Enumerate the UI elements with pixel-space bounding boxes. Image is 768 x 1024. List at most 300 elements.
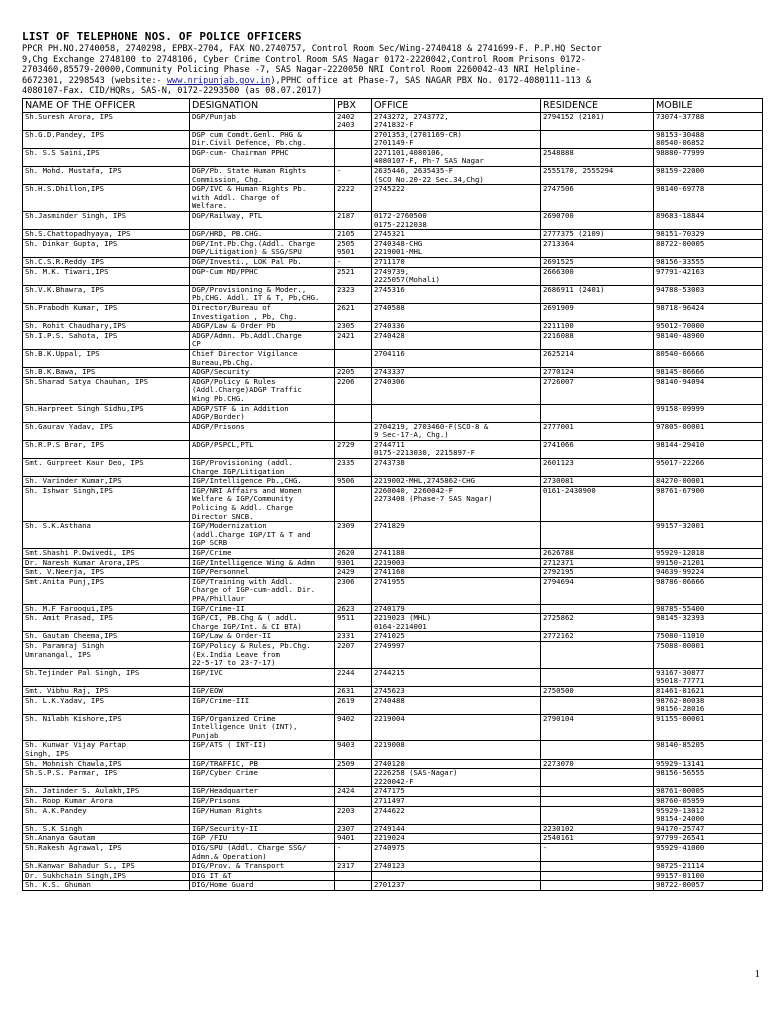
office-phone-line: 2749144 bbox=[374, 824, 405, 833]
designation-cell bbox=[190, 714, 335, 741]
designation-line: IGP/Crime-III bbox=[192, 696, 250, 705]
officer-name-line: Sh.Jasminder Singh, IPS bbox=[25, 212, 127, 221]
office-phone-line: 2740348-CHG bbox=[374, 239, 423, 248]
designation-cell bbox=[190, 368, 335, 378]
mobile-phone-line: 99150-21201 bbox=[656, 558, 705, 567]
office-phone-cell bbox=[372, 696, 541, 714]
mobile-phone-line: 97805-00001 bbox=[656, 422, 705, 431]
office-phone-line: 2740975 bbox=[374, 844, 405, 852]
pbx-cell bbox=[335, 558, 372, 568]
table-row bbox=[23, 769, 763, 787]
designation-line: ADGP/Border) bbox=[192, 413, 245, 422]
designation-cell bbox=[190, 558, 335, 568]
office-phone-cell bbox=[372, 614, 541, 632]
designation-line: IGP/Modernization bbox=[192, 522, 267, 531]
officer-name-line: Sh.Gaurav Yadav, IPS bbox=[25, 422, 113, 431]
officer-name-line: Sh.Sharad Satya Chauhan, IPS bbox=[25, 377, 149, 386]
residence-phone-line: 2686911 (2401) bbox=[543, 285, 605, 294]
mobile-phone-cell bbox=[654, 686, 763, 696]
designation-cell bbox=[190, 112, 335, 130]
pbx-cell bbox=[335, 239, 372, 257]
mobile-phone-cell bbox=[654, 112, 763, 130]
pbx-cell bbox=[335, 440, 372, 458]
designation-line: Charge IGP/Litigation bbox=[192, 467, 285, 476]
residence-phone-cell bbox=[541, 759, 654, 769]
office-phone-line: 2745316 bbox=[374, 285, 405, 294]
website-link[interactable]: www.nripunjab.gov.in bbox=[166, 75, 271, 86]
table-row bbox=[23, 696, 763, 714]
mobile-phone-line: 97799-26541 bbox=[656, 834, 705, 843]
designation-line: IGP/EOW bbox=[192, 686, 223, 695]
officer-name-line: Sh. Ishwar Singh,IPS bbox=[25, 486, 113, 495]
mobile-phone-line: 98153-30488 bbox=[656, 130, 705, 139]
designation-line: DGP/Provisioning & Moder., bbox=[192, 285, 307, 294]
officer-name-line: Sh.B.K.Bawa, IPS bbox=[25, 368, 96, 377]
mobile-phone-line: 98760-05959 bbox=[656, 797, 705, 806]
office-phone-cell bbox=[372, 486, 541, 521]
table-row bbox=[23, 404, 763, 422]
officer-name-line: Sh. Mohd. Mustafa, IPS bbox=[25, 167, 122, 176]
mobile-phone-cell bbox=[654, 331, 763, 349]
designation-line: Punjab bbox=[192, 731, 219, 740]
header-line-1: PPCR PH.NO.2740058, 2740298, EPBX-2704, FAX NO.2740757, Control Room Sec/Wing-2740418 & 2741699-F. P.P.HQ Sector bbox=[22, 44, 602, 54]
office-phone-line: 2745321 bbox=[374, 230, 405, 239]
office-phone-cell bbox=[372, 440, 541, 458]
mobile-phone-cell bbox=[654, 714, 763, 741]
office-phone-line: 2740588 bbox=[374, 303, 405, 312]
designation-line: DGP-Cum MD/PPHC bbox=[192, 267, 258, 276]
residence-phone-line: 2794694 bbox=[543, 577, 574, 586]
mobile-phone-cell bbox=[654, 285, 763, 303]
officer-name-cell bbox=[23, 522, 190, 549]
mobile-phone-line: 81461-01621 bbox=[656, 686, 705, 695]
table-row bbox=[23, 331, 763, 349]
residence-phone-line: 2777375 (2109) bbox=[543, 230, 605, 239]
residence-phone-line: 2712371 bbox=[543, 558, 574, 567]
designation-cell bbox=[190, 787, 335, 797]
designation-line: DIG/Home Guard bbox=[192, 881, 254, 890]
officer-name-cell bbox=[23, 641, 190, 668]
officer-name-line: Sh.C.S.R.Reddy IPS bbox=[25, 258, 105, 266]
pbx-cell bbox=[335, 112, 372, 130]
header-line-2: 9,Chg Exchange 2748100 to 2748106, Cyber Crime Control Room SAS Nagar 0172-2220042,Control Room Prisons 0172- bbox=[22, 54, 586, 65]
office-phone-line: 2260040, 2260042-F bbox=[374, 486, 454, 495]
officer-name-line: Sh. Dinkar Gupta, IPS bbox=[25, 239, 118, 248]
residence-phone-cell bbox=[541, 769, 654, 787]
mobile-phone-cell bbox=[654, 824, 763, 834]
office-phone-cell bbox=[372, 349, 541, 367]
designation-line: DIG/Prov. & Transport bbox=[192, 862, 285, 871]
mobile-phone-cell bbox=[654, 862, 763, 872]
residence-phone-line: 2726007 bbox=[543, 377, 574, 386]
pbx-cell bbox=[335, 862, 372, 872]
residence-phone-line: 2211100 bbox=[543, 322, 574, 331]
table-row bbox=[23, 239, 763, 257]
office-phone-cell bbox=[372, 303, 541, 321]
designation-line: IGP/TRAFFIC, PB bbox=[192, 759, 258, 768]
pbx-cell bbox=[335, 404, 372, 422]
officer-name-cell bbox=[23, 322, 190, 332]
table-row bbox=[23, 797, 763, 807]
column-header-office: OFFICE bbox=[372, 98, 541, 112]
mobile-phone-cell bbox=[654, 769, 763, 787]
designation-cell bbox=[190, 641, 335, 668]
officer-name-cell bbox=[23, 604, 190, 614]
designation-line: CP bbox=[192, 340, 201, 349]
designation-cell bbox=[190, 477, 335, 487]
designation-cell bbox=[190, 331, 335, 349]
mobile-phone-cell bbox=[654, 377, 763, 404]
mobile-phone-line: 80540-06852 bbox=[656, 139, 705, 148]
office-phone-line: 2749739, bbox=[374, 267, 410, 276]
officer-name-cell bbox=[23, 686, 190, 696]
officer-name-cell bbox=[23, 806, 190, 824]
office-phone-line: 2704219, 2703460-F(SCO-8 & bbox=[374, 422, 489, 431]
officer-name-line: Sh. M.F Farooqui,IPS bbox=[25, 604, 113, 613]
office-phone-line: 2740306 bbox=[374, 377, 405, 386]
office-phone-cell bbox=[372, 769, 541, 787]
mobile-phone-line: 98144-29410 bbox=[656, 440, 705, 449]
officer-name-cell bbox=[23, 148, 190, 166]
office-phone-line: 2219002-MHL,2745862-CHG bbox=[374, 477, 476, 486]
designation-line: ADGP/Prisons bbox=[192, 422, 245, 431]
officer-name-line: Sh.I.P.S. Sahota, IPS bbox=[25, 331, 118, 340]
residence-phone-cell bbox=[541, 230, 654, 240]
office-phone-cell bbox=[372, 112, 541, 130]
mobile-phone-cell bbox=[654, 806, 763, 824]
pbx-cell bbox=[335, 759, 372, 769]
mobile-phone-line: 95929-13141 bbox=[656, 759, 705, 768]
mobile-phone-line: 97791-42163 bbox=[656, 267, 705, 276]
designation-cell bbox=[190, 759, 335, 769]
pbx-line: 2620 bbox=[337, 549, 355, 557]
office-phone-line: 2743337 bbox=[374, 368, 405, 377]
office-phone-cell bbox=[372, 568, 541, 578]
office-phone-cell bbox=[372, 824, 541, 834]
mobile-phone-cell bbox=[654, 477, 763, 487]
designation-line: IGP/Crime bbox=[192, 549, 232, 557]
mobile-phone-line: 98156-33555 bbox=[656, 258, 705, 266]
designation-line: Charge of IGP-cum-addl. Dir. bbox=[192, 586, 316, 595]
mobile-phone-cell bbox=[654, 641, 763, 668]
pbx-line: 2307 bbox=[337, 824, 355, 833]
mobile-phone-line: 80540-66666 bbox=[656, 349, 705, 358]
office-phone-cell bbox=[372, 322, 541, 332]
designation-line: IGP/Cyber Crime bbox=[192, 769, 258, 778]
designation-cell bbox=[190, 459, 335, 477]
officer-name-cell bbox=[23, 769, 190, 787]
pbx-line: 2505 bbox=[337, 239, 355, 248]
designation-line: ADGP/Admn. Pb.Addl.Charge bbox=[192, 331, 302, 340]
pbx-line: 2205 bbox=[337, 368, 355, 377]
residence-phone-line: 2691525 bbox=[543, 258, 574, 266]
designation-cell bbox=[190, 167, 335, 185]
residence-phone-cell bbox=[541, 641, 654, 668]
designation-cell bbox=[190, 239, 335, 257]
designation-cell bbox=[190, 834, 335, 844]
mobile-phone-cell bbox=[654, 459, 763, 477]
residence-phone-line: 2626788 bbox=[543, 549, 574, 557]
office-phone-cell bbox=[372, 285, 541, 303]
pbx-line: 2619 bbox=[337, 696, 355, 705]
pbx-line: 2403 bbox=[337, 121, 355, 130]
pbx-cell bbox=[335, 741, 372, 759]
pbx-line: 9501 bbox=[337, 248, 355, 257]
office-phone-cell bbox=[372, 759, 541, 769]
office-phone-line: 2741832-F bbox=[374, 121, 414, 130]
officer-name-cell bbox=[23, 230, 190, 240]
office-phone-line: 2635446, 2635435-F bbox=[374, 167, 454, 176]
mobile-phone-cell bbox=[654, 303, 763, 321]
contact-header bbox=[22, 44, 762, 97]
officer-name-cell bbox=[23, 212, 190, 230]
designation-line: (addl.Charge IGP/IT & T and bbox=[192, 530, 311, 539]
officer-name-cell bbox=[23, 862, 190, 872]
column-header-residence: RESIDENCE bbox=[541, 98, 654, 112]
designation-cell bbox=[190, 871, 335, 881]
residence-phone-cell bbox=[541, 112, 654, 130]
designation-line: DGP-cum- Chairman PPHC bbox=[192, 148, 289, 157]
office-phone-line: 2747175 bbox=[374, 787, 405, 796]
officer-name-line: Smt.Anita Punj,IPS bbox=[25, 577, 105, 586]
residence-phone-line: - bbox=[543, 844, 548, 852]
residence-phone-cell bbox=[541, 212, 654, 230]
designation-cell bbox=[190, 185, 335, 212]
officer-name-line: Sh. S.S Saini,IPS bbox=[25, 148, 100, 157]
office-phone-line: 0172-2760500 bbox=[374, 212, 427, 221]
designation-line: IGP/Prisons bbox=[192, 797, 241, 806]
office-phone-cell bbox=[372, 522, 541, 549]
office-phone-line: 0164-2214001 bbox=[374, 622, 427, 631]
designation-cell bbox=[190, 806, 335, 824]
page-number: 1 bbox=[754, 968, 760, 980]
designation-line: Welfare. bbox=[192, 202, 228, 211]
mobile-phone-cell bbox=[654, 212, 763, 230]
pbx-line: 2623 bbox=[337, 604, 355, 613]
residence-phone-cell bbox=[541, 696, 654, 714]
pbx-line: 2429 bbox=[337, 568, 355, 577]
mobile-phone-cell bbox=[654, 549, 763, 559]
pbx-line: - bbox=[337, 844, 342, 852]
office-phone-line: 2744622 bbox=[374, 806, 405, 815]
header-line-4 bbox=[22, 76, 762, 87]
designation-cell bbox=[190, 440, 335, 458]
officer-name-line: Sh.S.P.S. Parmar, IPS bbox=[25, 769, 118, 778]
residence-phone-line: 2772162 bbox=[543, 632, 574, 641]
mobile-phone-cell bbox=[654, 440, 763, 458]
pbx-line: 2306 bbox=[337, 577, 355, 586]
pbx-cell bbox=[335, 806, 372, 824]
officer-name-cell bbox=[23, 632, 190, 642]
table-row bbox=[23, 881, 763, 891]
office-phone-line: 2219024 bbox=[374, 834, 405, 843]
officer-name-cell bbox=[23, 834, 190, 844]
designation-cell bbox=[190, 797, 335, 807]
officer-name-cell bbox=[23, 568, 190, 578]
mobile-phone-cell bbox=[654, 486, 763, 521]
pbx-cell bbox=[335, 212, 372, 230]
office-phone-cell bbox=[372, 130, 541, 148]
designation-line: ADGP/Security bbox=[192, 368, 250, 377]
officer-name-cell bbox=[23, 459, 190, 477]
designation-line: DGP/Punjab bbox=[192, 112, 236, 121]
pbx-cell bbox=[335, 549, 372, 559]
office-phone-cell bbox=[372, 368, 541, 378]
table-row bbox=[23, 862, 763, 872]
table-row bbox=[23, 422, 763, 440]
mobile-phone-cell bbox=[654, 148, 763, 166]
residence-phone-cell bbox=[541, 797, 654, 807]
designation-cell bbox=[190, 632, 335, 642]
table-row bbox=[23, 824, 763, 834]
officer-name-line: Sh.Tejinder Pal Singh, IPS bbox=[25, 668, 140, 677]
office-phone-cell bbox=[372, 604, 541, 614]
designation-cell bbox=[190, 404, 335, 422]
office-phone-line: 0175-2212038 bbox=[374, 220, 427, 229]
residence-phone-line: 2691909 bbox=[543, 303, 574, 312]
pbx-line: 2206 bbox=[337, 377, 355, 386]
residence-phone-cell bbox=[541, 148, 654, 166]
pbx-line: 2305 bbox=[337, 322, 355, 331]
pbx-cell bbox=[335, 522, 372, 549]
officer-name-line: Dr. Naresh Kumar Arora,IPS bbox=[25, 558, 140, 567]
office-phone-line: 2219001-MHL bbox=[374, 248, 423, 257]
mobile-phone-cell bbox=[654, 741, 763, 759]
designation-line: IGP/Crime-II bbox=[192, 604, 245, 613]
mobile-phone-cell bbox=[654, 797, 763, 807]
designation-cell bbox=[190, 844, 335, 862]
pbx-cell bbox=[335, 167, 372, 185]
office-phone-line: 2740120 bbox=[374, 759, 405, 768]
residence-phone-cell bbox=[541, 239, 654, 257]
officer-name-line: Sh. Gautam Cheema,IPS bbox=[25, 632, 118, 641]
designation-line: Welfare & IGP/Community bbox=[192, 495, 294, 504]
table-row bbox=[23, 440, 763, 458]
mobile-phone-line: 98718-96424 bbox=[656, 303, 705, 312]
pbx-line: 2207 bbox=[337, 641, 355, 650]
pbx-line: 2244 bbox=[337, 668, 355, 677]
officer-name-cell bbox=[23, 486, 190, 521]
residence-phone-line: 2273070 bbox=[543, 759, 574, 768]
designation-line: Director SNCB. bbox=[192, 512, 254, 521]
mobile-phone-cell bbox=[654, 130, 763, 148]
officer-name-cell bbox=[23, 881, 190, 891]
table-row bbox=[23, 714, 763, 741]
designation-line: IGP/Intelligence Pb.,CHG. bbox=[192, 477, 302, 486]
designation-line: DGP/Litigation) & SSG/SPU bbox=[192, 248, 302, 257]
mobile-phone-line: 98725-21114 bbox=[656, 862, 705, 871]
pbx-line: 2509 bbox=[337, 759, 355, 768]
pbx-line: 2521 bbox=[337, 267, 355, 276]
header-line-4-end: ),PPHC office at Phase-7, SAS NAGAR PBX No. 0172-4080111-113 & bbox=[270, 75, 592, 86]
mobile-phone-cell bbox=[654, 759, 763, 769]
residence-phone-cell bbox=[541, 130, 654, 148]
pbx-cell bbox=[335, 377, 372, 404]
designation-line: IGP/Headquarter bbox=[192, 787, 258, 796]
pbx-cell bbox=[335, 797, 372, 807]
residence-phone-line: 2725862 bbox=[543, 614, 574, 623]
residence-phone-cell bbox=[541, 477, 654, 487]
designation-cell bbox=[190, 486, 335, 521]
residence-phone-line: 2747506 bbox=[543, 185, 574, 194]
mobile-phone-cell bbox=[654, 258, 763, 268]
office-phone-cell bbox=[372, 881, 541, 891]
pbx-cell bbox=[335, 632, 372, 642]
office-phone-cell bbox=[372, 239, 541, 257]
officer-name-line: Sh.Kanwar Bahadur S., IPS bbox=[25, 862, 135, 871]
pbx-cell bbox=[335, 614, 372, 632]
office-phone-line: 2219004 bbox=[374, 714, 405, 723]
pbx-cell bbox=[335, 422, 372, 440]
residence-phone-cell bbox=[541, 368, 654, 378]
office-phone-cell bbox=[372, 862, 541, 872]
designation-line: DGP/HRD, PB.CHG. bbox=[192, 230, 263, 239]
office-phone-cell bbox=[372, 377, 541, 404]
residence-phone-cell bbox=[541, 632, 654, 642]
mobile-phone-line: 98140-48900 bbox=[656, 331, 705, 340]
table-row bbox=[23, 741, 763, 759]
document-page bbox=[22, 30, 762, 891]
office-phone-line: 2741829 bbox=[374, 522, 405, 531]
table-body bbox=[23, 112, 763, 890]
mobile-phone-cell bbox=[654, 349, 763, 367]
office-phone-cell bbox=[372, 404, 541, 422]
designation-line: DGP/Railway, PTL bbox=[192, 212, 263, 221]
residence-phone-cell bbox=[541, 871, 654, 881]
designation-line: IGP/IVC bbox=[192, 668, 223, 677]
mobile-phone-cell bbox=[654, 230, 763, 240]
table-row bbox=[23, 267, 763, 285]
office-phone-line: 2701353,(2701169-CR) bbox=[374, 130, 462, 139]
officer-name-line: Sh.Prabodh Kumar, IPS bbox=[25, 303, 118, 312]
residence-phone-cell bbox=[541, 844, 654, 862]
designation-cell bbox=[190, 322, 335, 332]
residence-phone-cell bbox=[541, 258, 654, 268]
mobile-phone-line: 95017-22266 bbox=[656, 459, 705, 468]
pbx-line: 2317 bbox=[337, 862, 355, 871]
office-phone-cell bbox=[372, 834, 541, 844]
pbx-line: 9402 bbox=[337, 714, 355, 723]
designation-line: DGP/Pb. State Human Rights bbox=[192, 167, 307, 176]
residence-phone-cell bbox=[541, 604, 654, 614]
pbx-line: - bbox=[337, 258, 342, 266]
officer-name-line: Sh.H.S.Dhillon,IPS bbox=[25, 185, 105, 194]
pbx-line: - bbox=[337, 167, 342, 176]
officer-name-cell bbox=[23, 577, 190, 604]
mobile-phone-cell bbox=[654, 604, 763, 614]
mobile-phone-cell bbox=[654, 322, 763, 332]
officer-name-cell bbox=[23, 696, 190, 714]
residence-phone-cell bbox=[541, 787, 654, 797]
office-phone-cell bbox=[372, 422, 541, 440]
mobile-phone-line: 98761-00005 bbox=[656, 787, 705, 796]
designation-cell bbox=[190, 549, 335, 559]
office-phone-cell bbox=[372, 686, 541, 696]
officer-name-line: Sh. Rohit Chaudhary,IPS bbox=[25, 322, 127, 331]
office-phone-line: 2740179 bbox=[374, 604, 405, 613]
residence-phone-line: 2794152 (2101) bbox=[543, 112, 605, 121]
officer-name-line: Sh. Nilabh Kishore,IPS bbox=[25, 714, 122, 723]
designation-line: IGP/CI, PB.Chg & ( addl. bbox=[192, 614, 298, 623]
officer-name-cell bbox=[23, 759, 190, 769]
table-row bbox=[23, 577, 763, 604]
table-row bbox=[23, 230, 763, 240]
designation-line: IGP/Security-II bbox=[192, 824, 258, 833]
officer-name-cell bbox=[23, 558, 190, 568]
residence-phone-cell bbox=[541, 614, 654, 632]
officer-name-line: Singh, IPS bbox=[25, 750, 69, 759]
pbx-cell bbox=[335, 824, 372, 834]
